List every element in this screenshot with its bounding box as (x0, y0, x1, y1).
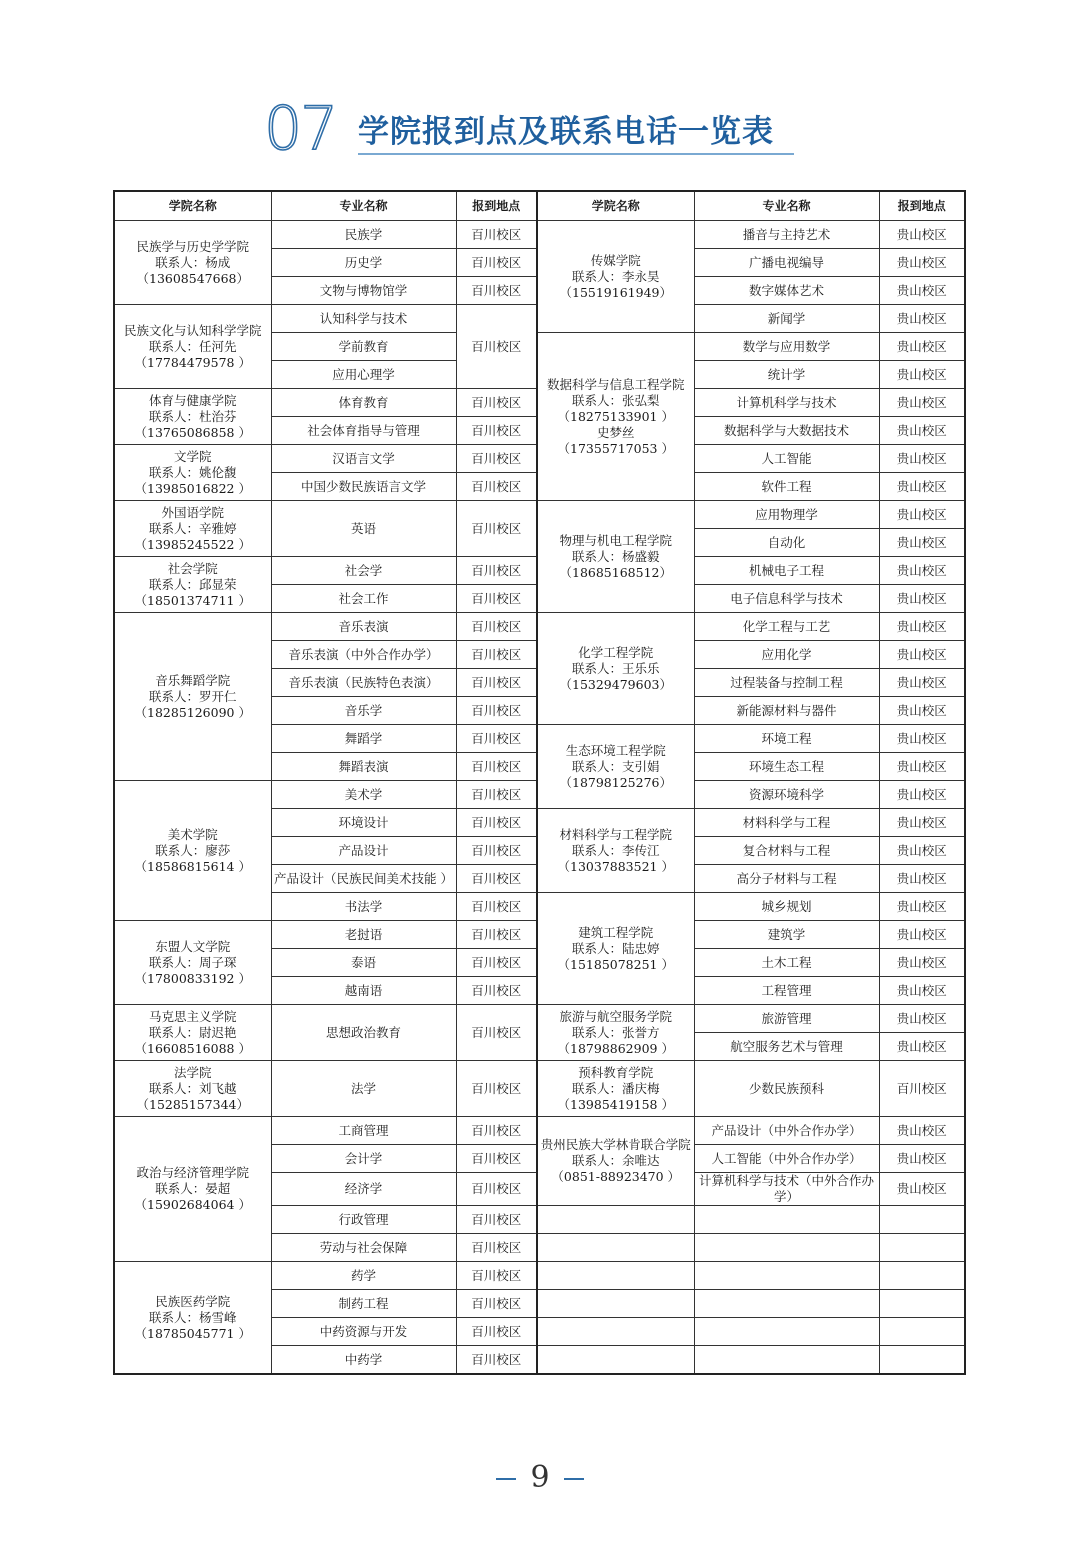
major-cell: 统计学 (694, 361, 879, 389)
college-phone: （18785045771 ） (134, 1325, 251, 1341)
major-cell: 应用化学 (694, 641, 879, 669)
major-cell: 资源环境科学 (694, 781, 879, 809)
college-phone: （18798125276） (559, 774, 672, 790)
college-name: 物理与机电工程学院 (559, 532, 672, 548)
college-contact: 联系人：廖莎 (155, 842, 231, 858)
college-contact: 联系人：杨成 (155, 254, 231, 270)
major-cell: 学前教育 (271, 333, 456, 361)
location-cell: 贵山校区 (879, 921, 965, 949)
college-phone: （15185078251 ） (557, 956, 674, 972)
college-cell (114, 221, 271, 305)
major-cell: 城乡规划 (694, 893, 879, 921)
location-cell: 贵山校区 (879, 697, 965, 725)
empty-cell (537, 1346, 694, 1375)
college-cell (114, 389, 271, 445)
major-cell: 计算机科学与技术（中外合作办学） (694, 1173, 879, 1206)
major-cell: 药学 (271, 1262, 456, 1290)
table-row (114, 613, 965, 641)
location-cell: 百川校区 (456, 809, 537, 837)
major-cell: 材料科学与工程 (694, 809, 879, 837)
major-cell: 美术学 (271, 781, 456, 809)
location-cell: 百川校区 (456, 725, 537, 753)
major-cell: 旅游管理 (694, 1005, 879, 1033)
major-cell: 复合材料与工程 (694, 837, 879, 865)
location-cell: 贵山校区 (879, 1173, 965, 1206)
major-cell: 土木工程 (694, 949, 879, 977)
major-cell: 机械电子工程 (694, 557, 879, 585)
location-cell: 贵山校区 (879, 1033, 965, 1061)
registration-table (113, 190, 966, 1375)
major-cell: 英语 (271, 501, 456, 557)
major-cell: 体育教育 (271, 389, 456, 417)
major-cell: 越南语 (271, 977, 456, 1005)
major-cell: 舞蹈表演 (271, 753, 456, 781)
empty-cell (879, 1262, 965, 1290)
college-cell (114, 781, 271, 921)
college-contact: 联系人：张弘梨 (571, 392, 660, 408)
major-cell: 产品设计（民族民间美术技能 ） (271, 865, 456, 893)
college-phone: （18501374711 ） (134, 592, 251, 608)
location-cell: 百川校区 (456, 1061, 537, 1117)
table-header-row (114, 191, 965, 221)
college-name: 政治与经济管理学院 (136, 1165, 249, 1180)
college-contact: 联系人：姚伦馥 (148, 464, 237, 480)
college-contact: 联系人：尉迟艳 (148, 1024, 237, 1040)
college-phone: （13985245522 ） (134, 536, 251, 552)
college-contact: 联系人：罗开仁 (148, 688, 237, 704)
empty-cell (537, 1206, 694, 1234)
major-cell: 工程管理 (694, 977, 879, 1005)
college-name: 数据科学与信息工程学院 (546, 376, 685, 392)
location-cell: 百川校区 (456, 389, 537, 417)
location-cell: 百川校区 (456, 613, 537, 641)
empty-cell (537, 1290, 694, 1318)
location-cell: 百川校区 (456, 893, 537, 921)
major-cell: 人工智能（中外合作办学） (694, 1145, 879, 1173)
location-cell: 贵山校区 (879, 557, 965, 585)
location-cell: 百川校区 (456, 977, 537, 1005)
empty-cell (537, 1318, 694, 1346)
location-cell: 百川校区 (456, 949, 537, 977)
major-cell: 中国少数民族语言文学 (271, 473, 456, 501)
location-cell: 贵山校区 (879, 249, 965, 277)
college-name: 化学工程学院 (578, 644, 654, 660)
college-cell (537, 1061, 694, 1117)
empty-cell (879, 1206, 965, 1234)
college-phone: （16608516088 ） (134, 1040, 251, 1056)
major-cell: 高分子材料与工程 (694, 865, 879, 893)
college-contact: 联系人：杨雪峰 (148, 1309, 237, 1325)
location-cell: 贵山校区 (879, 585, 965, 613)
location-cell: 贵山校区 (879, 333, 965, 361)
college-cell (537, 809, 694, 893)
major-cell: 数学与应用数学 (694, 333, 879, 361)
empty-cell (694, 1318, 879, 1346)
major-cell: 音乐学 (271, 697, 456, 725)
college-cell (114, 1061, 271, 1117)
college-cell (114, 557, 271, 613)
header-location-right: 报到地点 (879, 191, 965, 221)
college-phone: （17800833192 ） (134, 970, 251, 986)
college-contact: 联系人：余唯达 (571, 1153, 660, 1168)
major-cell: 数据科学与大数据技术 (694, 417, 879, 445)
location-cell: 百川校区 (456, 697, 537, 725)
location-cell: 百川校区 (456, 305, 537, 389)
college-contact: 联系人：潘庆梅 (571, 1080, 660, 1096)
location-cell: 贵山校区 (879, 641, 965, 669)
table-row (114, 1005, 965, 1033)
major-cell: 电子信息科学与技术 (694, 585, 879, 613)
college-cell (114, 1005, 271, 1061)
college-cell (114, 305, 271, 389)
college-phone: （15285157344） (136, 1096, 249, 1112)
college-phone: （15329479603） (559, 676, 672, 692)
empty-cell (879, 1346, 965, 1375)
location-cell: 贵山校区 (879, 753, 965, 781)
table-row (114, 1262, 965, 1290)
location-cell: 百川校区 (456, 445, 537, 473)
college-contact: 联系人：辛雅婷 (148, 520, 237, 536)
college-phone: （18798862909 ） (557, 1040, 674, 1056)
major-cell: 法学 (271, 1061, 456, 1117)
major-cell: 历史学 (271, 249, 456, 277)
college-phone: （15902684064 ） (134, 1197, 251, 1212)
major-cell: 广播电视编导 (694, 249, 879, 277)
location-cell: 贵山校区 (879, 277, 965, 305)
header-major-right: 专业名称 (694, 191, 879, 221)
college-contact: 联系人：杜治芬 (148, 408, 237, 424)
empty-cell (694, 1290, 879, 1318)
table-row (114, 1061, 965, 1089)
college-name: 美术学院 (167, 826, 218, 842)
college-phone: （13765086858 ） (134, 424, 251, 440)
college-cell (537, 893, 694, 1005)
college-phone: （18685168512） (559, 564, 672, 580)
college-cell (537, 1117, 694, 1206)
location-cell: 百川校区 (456, 249, 537, 277)
college-phone: （15519161949） (559, 284, 672, 300)
location-cell: 贵山校区 (879, 417, 965, 445)
location-cell: 贵山校区 (879, 949, 965, 977)
table-row (114, 1117, 965, 1145)
location-cell: 贵山校区 (879, 669, 965, 697)
college-cell (114, 1262, 271, 1375)
major-cell: 少数民族预科 (694, 1061, 879, 1117)
page-title: 学院报到点及联系电话一览表 (358, 114, 774, 150)
section-number: 07 (264, 94, 337, 164)
college-cell (537, 1005, 694, 1061)
college-phone: （18285126090 ） (134, 704, 251, 720)
location-cell: 贵山校区 (879, 1145, 965, 1173)
location-cell: 贵山校区 (879, 305, 965, 333)
college-name: 贵州民族大学林肯联合学院 (540, 1137, 691, 1152)
location-cell: 百川校区 (456, 781, 537, 809)
college-name: 法学院 (173, 1064, 212, 1080)
college-name: 建筑工程学院 (578, 924, 654, 940)
college-contact: 联系人：邱显荣 (148, 576, 237, 592)
college-cell (537, 221, 694, 333)
location-cell: 百川校区 (456, 417, 537, 445)
college-contact: 联系人：王乐乐 (571, 660, 660, 676)
major-cell: 新闻学 (694, 305, 879, 333)
location-cell: 百川校区 (456, 1173, 537, 1206)
college-cell (537, 725, 694, 809)
college-cell (114, 921, 271, 1005)
college-phone: （18586815614 ） (134, 858, 251, 874)
college-phone: （18275133901 ） (557, 408, 674, 424)
empty-cell (694, 1346, 879, 1375)
header-college-right: 学院名称 (537, 191, 694, 221)
college-contact: 联系人：晏超 (155, 1181, 231, 1196)
college-cell (114, 501, 271, 557)
page-number-value: 9 (530, 1460, 550, 1495)
college-name: 民族文化与认知科学学院 (123, 322, 262, 338)
location-cell: 贵山校区 (879, 1117, 965, 1145)
college-name: 材料科学与工程学院 (559, 826, 672, 842)
location-cell: 贵山校区 (879, 473, 965, 501)
major-cell: 过程装备与控制工程 (694, 669, 879, 697)
location-cell: 百川校区 (456, 1318, 537, 1346)
location-cell: 百川校区 (456, 1206, 537, 1234)
college-phone: （13037883521 ） (557, 858, 674, 874)
table-row (114, 221, 965, 249)
location-cell: 贵山校区 (879, 809, 965, 837)
major-cell: 应用心理学 (271, 361, 456, 389)
location-cell: 百川校区 (456, 669, 537, 697)
major-cell: 音乐表演（民族特色表演） (271, 669, 456, 697)
location-cell: 百川校区 (456, 753, 537, 781)
college-contact: 联系人：杨盛毅 (571, 548, 660, 564)
empty-cell (879, 1234, 965, 1262)
major-cell: 舞蹈学 (271, 725, 456, 753)
location-cell: 百川校区 (456, 1145, 537, 1173)
major-cell: 自动化 (694, 529, 879, 557)
location-cell: 百川校区 (456, 557, 537, 585)
major-cell: 社会体育指导与管理 (271, 417, 456, 445)
college-cell (114, 613, 271, 781)
major-cell: 产品设计 (271, 837, 456, 865)
college-name: 生态环境工程学院 (565, 742, 666, 758)
location-cell: 百川校区 (456, 1234, 537, 1262)
major-cell: 老挝语 (271, 921, 456, 949)
location-cell: 贵山校区 (879, 613, 965, 641)
college-contact: 史梦丝 (596, 424, 635, 440)
major-cell: 软件工程 (694, 473, 879, 501)
major-cell: 经济学 (271, 1173, 456, 1206)
college-name: 民族学与历史学学院 (136, 238, 249, 254)
college-name: 外国语学院 (161, 504, 224, 520)
major-cell: 会计学 (271, 1145, 456, 1173)
college-contact: 联系人：刘飞越 (148, 1080, 237, 1096)
college-contact: 联系人：张誉方 (571, 1024, 660, 1040)
major-cell: 书法学 (271, 893, 456, 921)
location-cell: 贵山校区 (879, 221, 965, 249)
major-cell: 计算机科学与技术 (694, 389, 879, 417)
empty-cell (694, 1234, 879, 1262)
college-phone: （17355717053 ） (557, 440, 674, 456)
major-cell: 文物与博物馆学 (271, 277, 456, 305)
location-cell: 百川校区 (456, 501, 537, 557)
empty-cell (694, 1206, 879, 1234)
location-cell: 百川校区 (456, 585, 537, 613)
major-cell: 人工智能 (694, 445, 879, 473)
header-major-left: 专业名称 (271, 191, 456, 221)
college-contact: 联系人：任河先 (148, 338, 237, 354)
location-cell: 贵山校区 (879, 725, 965, 753)
location-cell: 贵山校区 (879, 445, 965, 473)
college-name: 东盟人文学院 (155, 938, 231, 954)
location-cell: 百川校区 (456, 641, 537, 669)
empty-cell (879, 1318, 965, 1346)
location-cell: 百川校区 (456, 837, 537, 865)
major-cell: 环境生态工程 (694, 753, 879, 781)
location-cell: 贵山校区 (879, 389, 965, 417)
major-cell: 劳动与社会保障 (271, 1234, 456, 1262)
major-cell: 社会学 (271, 557, 456, 585)
college-phone: （13985016822 ） (134, 480, 251, 496)
table-body (114, 221, 965, 1375)
college-phone: （13985419158 ） (557, 1096, 674, 1112)
header-location-left: 报到地点 (456, 191, 537, 221)
college-cell (537, 333, 694, 501)
location-cell: 百川校区 (456, 1290, 537, 1318)
empty-cell (879, 1290, 965, 1318)
major-cell: 制药工程 (271, 1290, 456, 1318)
college-contact: 联系人：周子琛 (148, 954, 237, 970)
location-cell: 百川校区 (456, 865, 537, 893)
major-cell: 中药资源与开发 (271, 1318, 456, 1346)
empty-cell (537, 1262, 694, 1290)
table-row (114, 501, 965, 529)
location-cell: 百川校区 (456, 921, 537, 949)
college-name: 社会学院 (167, 560, 218, 576)
major-cell: 建筑学 (694, 921, 879, 949)
college-cell (537, 613, 694, 725)
location-cell: 百川校区 (456, 1262, 537, 1290)
empty-cell (694, 1262, 879, 1290)
college-name: 旅游与航空服务学院 (559, 1008, 672, 1024)
page-number (0, 1460, 1080, 1495)
page-number-dash-right (564, 1478, 584, 1480)
location-cell: 贵山校区 (879, 837, 965, 865)
major-cell: 泰语 (271, 949, 456, 977)
major-cell: 行政管理 (271, 1206, 456, 1234)
college-name: 民族医药学院 (155, 1293, 231, 1309)
major-cell: 环境工程 (694, 725, 879, 753)
location-cell: 百川校区 (456, 1005, 537, 1061)
major-cell: 中药学 (271, 1346, 456, 1375)
location-cell: 百川校区 (456, 1346, 537, 1375)
college-phone: （17784479578 ） (134, 354, 251, 370)
major-cell: 播音与主持艺术 (694, 221, 879, 249)
location-cell: 贵山校区 (879, 501, 965, 529)
section-header (264, 94, 804, 164)
major-cell: 音乐表演（中外合作办学） (271, 641, 456, 669)
college-cell (114, 1117, 271, 1262)
major-cell: 航空服务艺术与管理 (694, 1033, 879, 1061)
college-contact: 联系人：支引娟 (571, 758, 660, 774)
location-cell: 贵山校区 (879, 1005, 965, 1033)
major-cell: 产品设计（中外合作办学） (694, 1117, 879, 1145)
location-cell: 百川校区 (879, 1061, 965, 1117)
college-cell (114, 445, 271, 501)
location-cell: 贵山校区 (879, 361, 965, 389)
college-contact: 联系人：李永昊 (571, 268, 660, 284)
major-cell: 环境设计 (271, 809, 456, 837)
location-cell: 贵山校区 (879, 893, 965, 921)
page-number-dash-left (496, 1478, 516, 1480)
major-cell: 民族学 (271, 221, 456, 249)
major-cell: 思想政治教育 (271, 1005, 456, 1061)
major-cell: 应用物理学 (694, 501, 879, 529)
major-cell: 社会工作 (271, 585, 456, 613)
college-name: 预科教育学院 (578, 1064, 654, 1080)
college-name: 文学院 (173, 448, 212, 464)
college-phone: （0851-88923470 ） (551, 1169, 681, 1184)
location-cell: 贵山校区 (879, 781, 965, 809)
college-contact: 联系人：李传江 (571, 842, 660, 858)
empty-cell (537, 1234, 694, 1262)
location-cell: 贵山校区 (879, 977, 965, 1005)
college-name: 体育与健康学院 (148, 392, 237, 408)
major-cell: 工商管理 (271, 1117, 456, 1145)
major-cell: 汉语言文学 (271, 445, 456, 473)
college-contact: 联系人：陆忠婷 (571, 940, 660, 956)
title-underline (358, 153, 794, 155)
college-name: 传媒学院 (590, 252, 641, 268)
header-college-left: 学院名称 (114, 191, 271, 221)
location-cell: 贵山校区 (879, 865, 965, 893)
major-cell: 新能源材料与器件 (694, 697, 879, 725)
major-cell: 数字媒体艺术 (694, 277, 879, 305)
college-name: 马克思主义学院 (148, 1008, 237, 1024)
location-cell: 百川校区 (456, 473, 537, 501)
location-cell: 贵山校区 (879, 529, 965, 557)
college-name: 音乐舞蹈学院 (155, 672, 231, 688)
major-cell: 音乐表演 (271, 613, 456, 641)
location-cell: 百川校区 (456, 221, 537, 249)
location-cell: 百川校区 (456, 1117, 537, 1145)
major-cell: 认知科学与技术 (271, 305, 456, 333)
major-cell: 化学工程与工艺 (694, 613, 879, 641)
college-cell (537, 501, 694, 613)
college-phone: （13608547668） (136, 270, 249, 286)
location-cell: 百川校区 (456, 277, 537, 305)
